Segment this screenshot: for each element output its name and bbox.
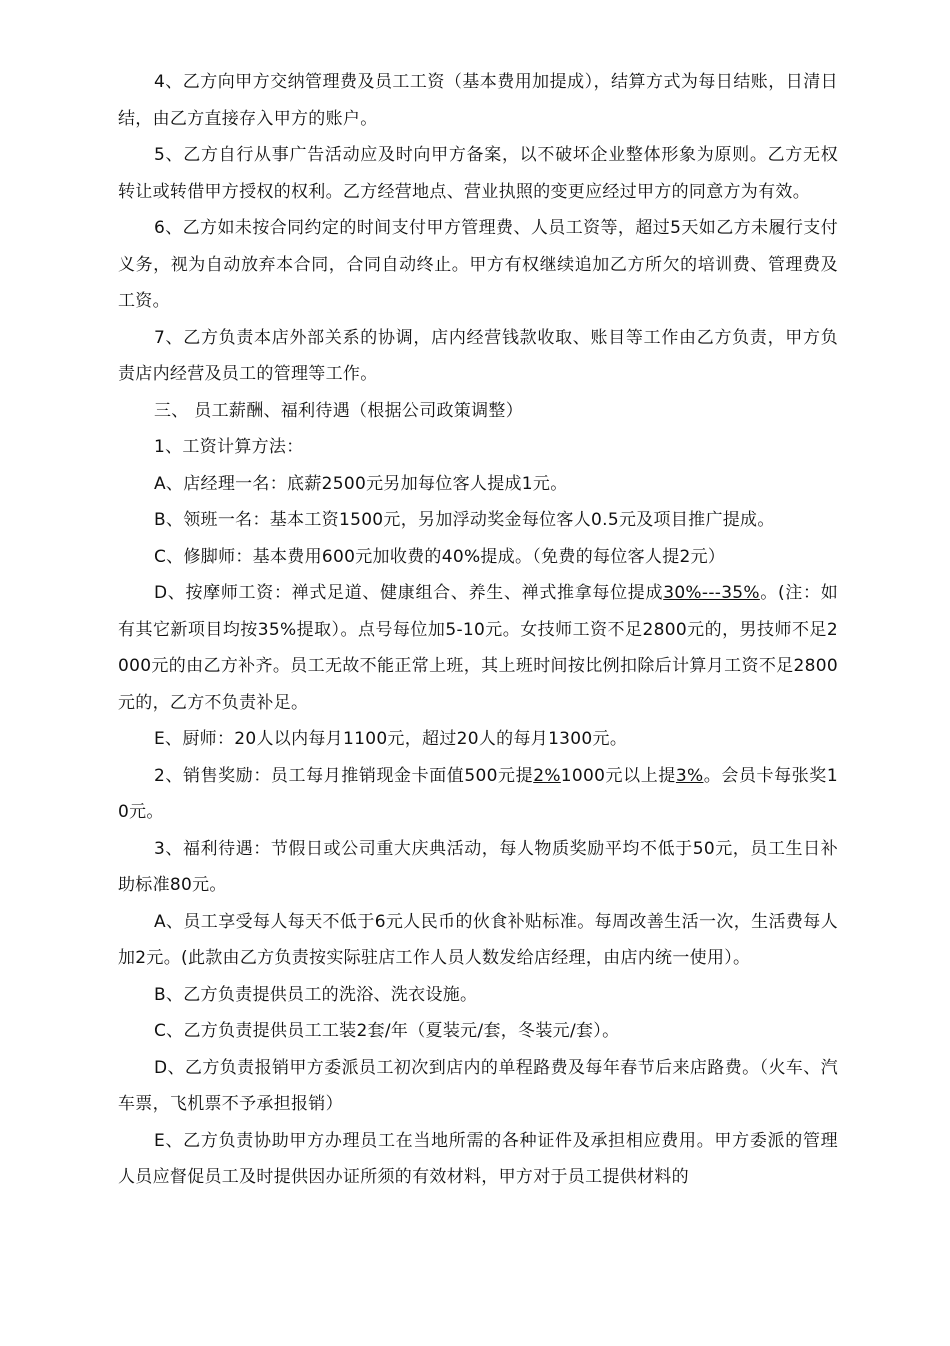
welfare-item-c: C、乙方负责提供员工工装2套/年（夏装元/套，冬装元/套）。 <box>154 1021 620 1041</box>
sales-reward-part3: 。会员卡每张奖10元。 <box>118 765 839 822</box>
clause-6-paragraph: 6、乙方如未按合同约定的时间支付甲方管理费、人员工资等，超过5天如乙方未履行支付义务，视为自动放弃本合同，合同自动终止。甲方有权继续追加乙方所欠的培训费、管理费及工资。 <box>118 218 838 311</box>
clause-4-paragraph: 4、乙方向甲方交纳管理费及员工工资（基本费用加提成），结算方式为每日结账，日清日结，由乙方直接存入甲方的账户。 <box>118 72 838 129</box>
wage-item-c: C、修脚师：基本费用600元加收费的40%提成。（免费的每位客人提2元） <box>154 546 726 567</box>
wage-item-a: A、店经理一名：底薪2500元另加每位客人提成1元。 <box>154 473 568 494</box>
welfare-item-a: A、员工享受每人每天不低于6元人民币的伙食补贴标准。每周改善生活一次，生活费每人加2元。(此款由乙方负责按实际驻店工作人员人数发给店经理，由店内统一使用）。 <box>118 911 838 968</box>
wage-item-d <box>118 575 838 721</box>
document-page <box>118 64 838 1196</box>
sales-reward-part2: 1000元以上提 <box>560 765 676 786</box>
wage-item-e: E、厨师：20人以内每月1100元，超过20人的每月1300元。 <box>154 729 628 749</box>
wage-method-heading: 1、工资计算方法： <box>154 437 304 457</box>
clause-7-paragraph: 7、乙方负责本店外部关系的协调，店内经营钱款收取、账目等工作由乙方负责，甲方负责店内经营及员工的管理等工作。 <box>118 327 838 384</box>
sales-reward-paragraph <box>118 758 838 831</box>
wage-item-d-part2: 。(注：如有其它新项目均按35%提取）。点号每位加5-10元。女技师工资不足2800元的，男技师不足2000元的由乙方补齐。员工无故不能正常上班，其上班时间按比例扣除后计算月工资不足2800元的，乙方不负责补足。 <box>118 583 838 713</box>
sales-reward-rate-2: 3% <box>675 765 704 786</box>
wage-item-d-part1: D、按摩师工资：禅式足道、健康组合、养生、禅式推拿每位提成 <box>154 583 664 603</box>
welfare-item-e: E、乙方负责协助甲方办理员工在当地所需的各种证件及承担相应费用。甲方委派的管理人员应督促员工及时提供因办证所须的有效材料，甲方对于员工提供材料的 <box>118 1130 838 1187</box>
wage-item-d-rate: 30%---35% <box>663 583 760 603</box>
welfare-item-b: B、乙方负责提供员工的洗浴、洗衣设施。 <box>154 984 478 1005</box>
welfare-paragraph: 3、福利待遇：节假日或公司重大庆典活动，每人物质奖励平均不低于50元，员工生日补助标准80元。 <box>118 838 838 895</box>
welfare-item-d: D、乙方负责报销甲方委派员工初次到店内的单程路费及每年春节后来店路费。（火车、汽车票，飞机票不予承担报销） <box>118 1057 838 1114</box>
wage-item-b: B、领班一名：基本工资1500元，另加浮动奖金每位客人0.5元及项目推广提成。 <box>154 510 775 530</box>
sales-reward-part1: 2、销售奖励：员工每月推销现金卡面值500元提 <box>154 765 534 786</box>
clause-5-paragraph: 5、乙方自行从事广告活动应及时向甲方备案，以不破坏企业整体形象为原则。乙方无权转让或转借甲方授权的权利。乙方经营地点、营业执照的变更应经过甲方的同意方为有效。 <box>118 145 838 202</box>
section-3-heading: 三、 员工薪酬、福利待遇（根据公司政策调整） <box>154 400 524 421</box>
sales-reward-rate-1: 2% <box>533 765 561 786</box>
